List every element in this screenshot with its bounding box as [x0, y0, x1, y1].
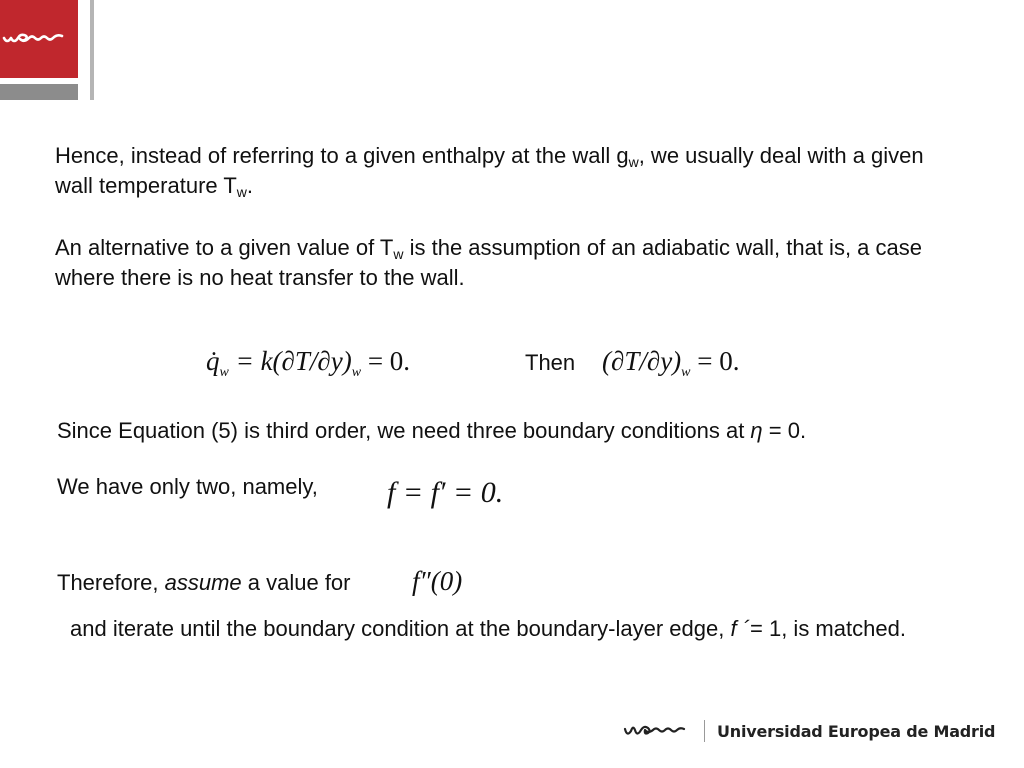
then-label: Then — [525, 350, 576, 375]
university-name: Universidad Europea de Madrid — [717, 721, 996, 741]
equation-then: $(\partial T/\partial y)_w = 0$. — [602, 346, 740, 380]
footer-branding — [622, 716, 995, 746]
paragraph-therefore: Therefore, assume a value for — [57, 570, 351, 595]
header-divider — [90, 0, 94, 100]
footer-separator — [704, 720, 705, 742]
logo-red-square — [0, 0, 78, 78]
equation-heat-flux: $q̇_w = k(\partial T/\partial y)_w = 0$. — [206, 346, 411, 380]
paragraph-adiabatic-wall: An alternative to a given value of $T_w$ is the assumption of an adiabatic wall, that is, a case where there is no heat transfer to the wall. — [55, 235, 922, 290]
paragraph-third-order: Since Equation (5) is third order, we need three boundary conditions at η = 0. — [57, 418, 807, 443]
logo-grey-bar — [0, 84, 78, 100]
paragraph-only-two: We have only two, namely, — [57, 474, 318, 499]
paragraph-enthalpy: Hence, instead of referring to a given enthalpy at the wall $g_w$, we usually deal with a given wall temperature $T_w$. — [55, 143, 924, 200]
equation-f-double-prime: f″(0) — [412, 566, 463, 596]
uem-script-logo-icon — [0, 0, 78, 78]
uem-script-logo-icon — [622, 719, 692, 743]
paragraph-iterate: and iterate until the boundary condition at the boundary-layer edge, f ´= 1, is matched. — [70, 616, 906, 641]
equation-boundary-conditions: f = f′ = 0. — [387, 476, 504, 509]
